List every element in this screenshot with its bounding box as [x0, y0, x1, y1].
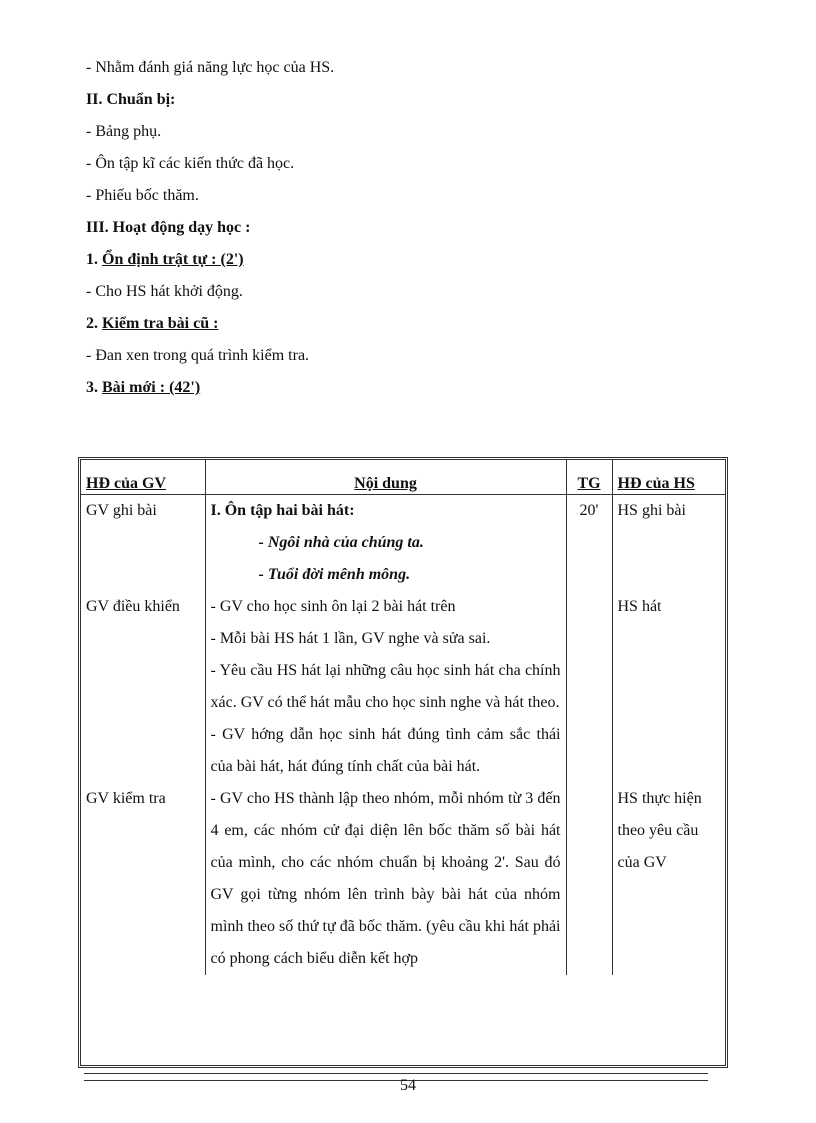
row1-song-2: - Tuổi đời mênh mông.	[258, 566, 411, 583]
row1-song-1: - Ngôi nhà của chúng ta.	[258, 534, 424, 551]
prep-item-2: - Ôn tập kĩ các kiến thức đã học.	[86, 155, 295, 172]
row3-para-1: - GV cho HS thành lập theo nhóm, mỗi nhóm từ 3 đến 4 em, các nhóm cử đại diện lên bốc thăm số bài hát của mình, cho các nhóm chuẩn bị khoảng 2'. Sau đó GV gọi từng nhóm lên trình bày bài hát của nhóm mình theo số thứ tự đã bốc thăm. (yêu cầu khi hát phải có phong cách biểu diễn kết hợp	[210, 790, 561, 967]
table-header-row	[81, 460, 725, 495]
row2-hs: HS hát	[612, 591, 725, 783]
step-1-text: - Cho HS hát khởi động.	[86, 283, 243, 300]
row1-time: 20'	[566, 495, 612, 592]
header-gv: HĐ của GV	[81, 460, 205, 495]
row2-time	[566, 591, 612, 783]
prep-item-3: - Phiếu bốc thăm.	[86, 187, 199, 204]
row2-para-1: - GV cho học sinh ôn lại 2 bài hát trên	[210, 598, 456, 615]
step-3-heading	[86, 378, 200, 398]
step-2-heading	[86, 314, 218, 334]
row2-para-4: - GV hớng dẫn học sinh hát đúng tình cảm sắc thái của bài hát, hát đúng tính chất của bài hát.	[210, 726, 561, 775]
lesson-table	[78, 457, 728, 1068]
row3-gv: GV kiểm tra	[81, 783, 205, 975]
row1-content	[205, 495, 566, 592]
row1-title: I. Ôn tập hai bài hát:	[210, 502, 355, 519]
step-1-heading	[86, 250, 244, 270]
header-time: TG	[566, 460, 612, 495]
row2-para-3: - Yêu cầu HS hát lại những câu học sinh hát cha chính xác. GV có thể hát mẫu cho học sinh nghe và hát theo.	[210, 662, 561, 711]
row3-content	[205, 783, 566, 975]
table-row	[81, 591, 725, 783]
row3-hs: HS thực hiện theo yêu cầu của GV	[612, 783, 725, 975]
step-3-title: Bài mới : (42')	[102, 379, 201, 396]
row1-gv: GV ghi bài	[81, 495, 205, 592]
header-content: Nội dung	[205, 460, 566, 495]
row2-content	[205, 591, 566, 783]
row2-gv: GV điều khiển	[81, 591, 205, 783]
row1-hs: HS ghi bài	[612, 495, 725, 592]
prep-item-1: - Bảng phụ.	[86, 123, 162, 140]
table-row	[81, 495, 725, 592]
step-1-number: 1.	[86, 251, 102, 268]
header-hs: HĐ của HS	[612, 460, 725, 495]
step-3-number: 3.	[86, 379, 102, 396]
intro-line: - Nhằm đánh giá năng lực học của HS.	[86, 59, 335, 76]
page-number: 54	[400, 1077, 416, 1094]
section-3-title: III. Hoạt động dạy học :	[86, 219, 251, 236]
row2-para-2: - Mỗi bài HS hát 1 lần, GV nghe và sửa sai.	[210, 630, 491, 647]
row3-time	[566, 783, 612, 975]
table-row	[81, 783, 725, 975]
step-2-number: 2.	[86, 315, 102, 332]
step-2-title: Kiểm tra bài cũ :	[102, 315, 219, 332]
step-2-text: - Đan xen trong quá trình kiểm tra.	[86, 347, 310, 364]
section-2-title: II. Chuẩn bị:	[86, 91, 176, 108]
step-1-title: Ổn định trật tự : (2')	[102, 251, 244, 268]
